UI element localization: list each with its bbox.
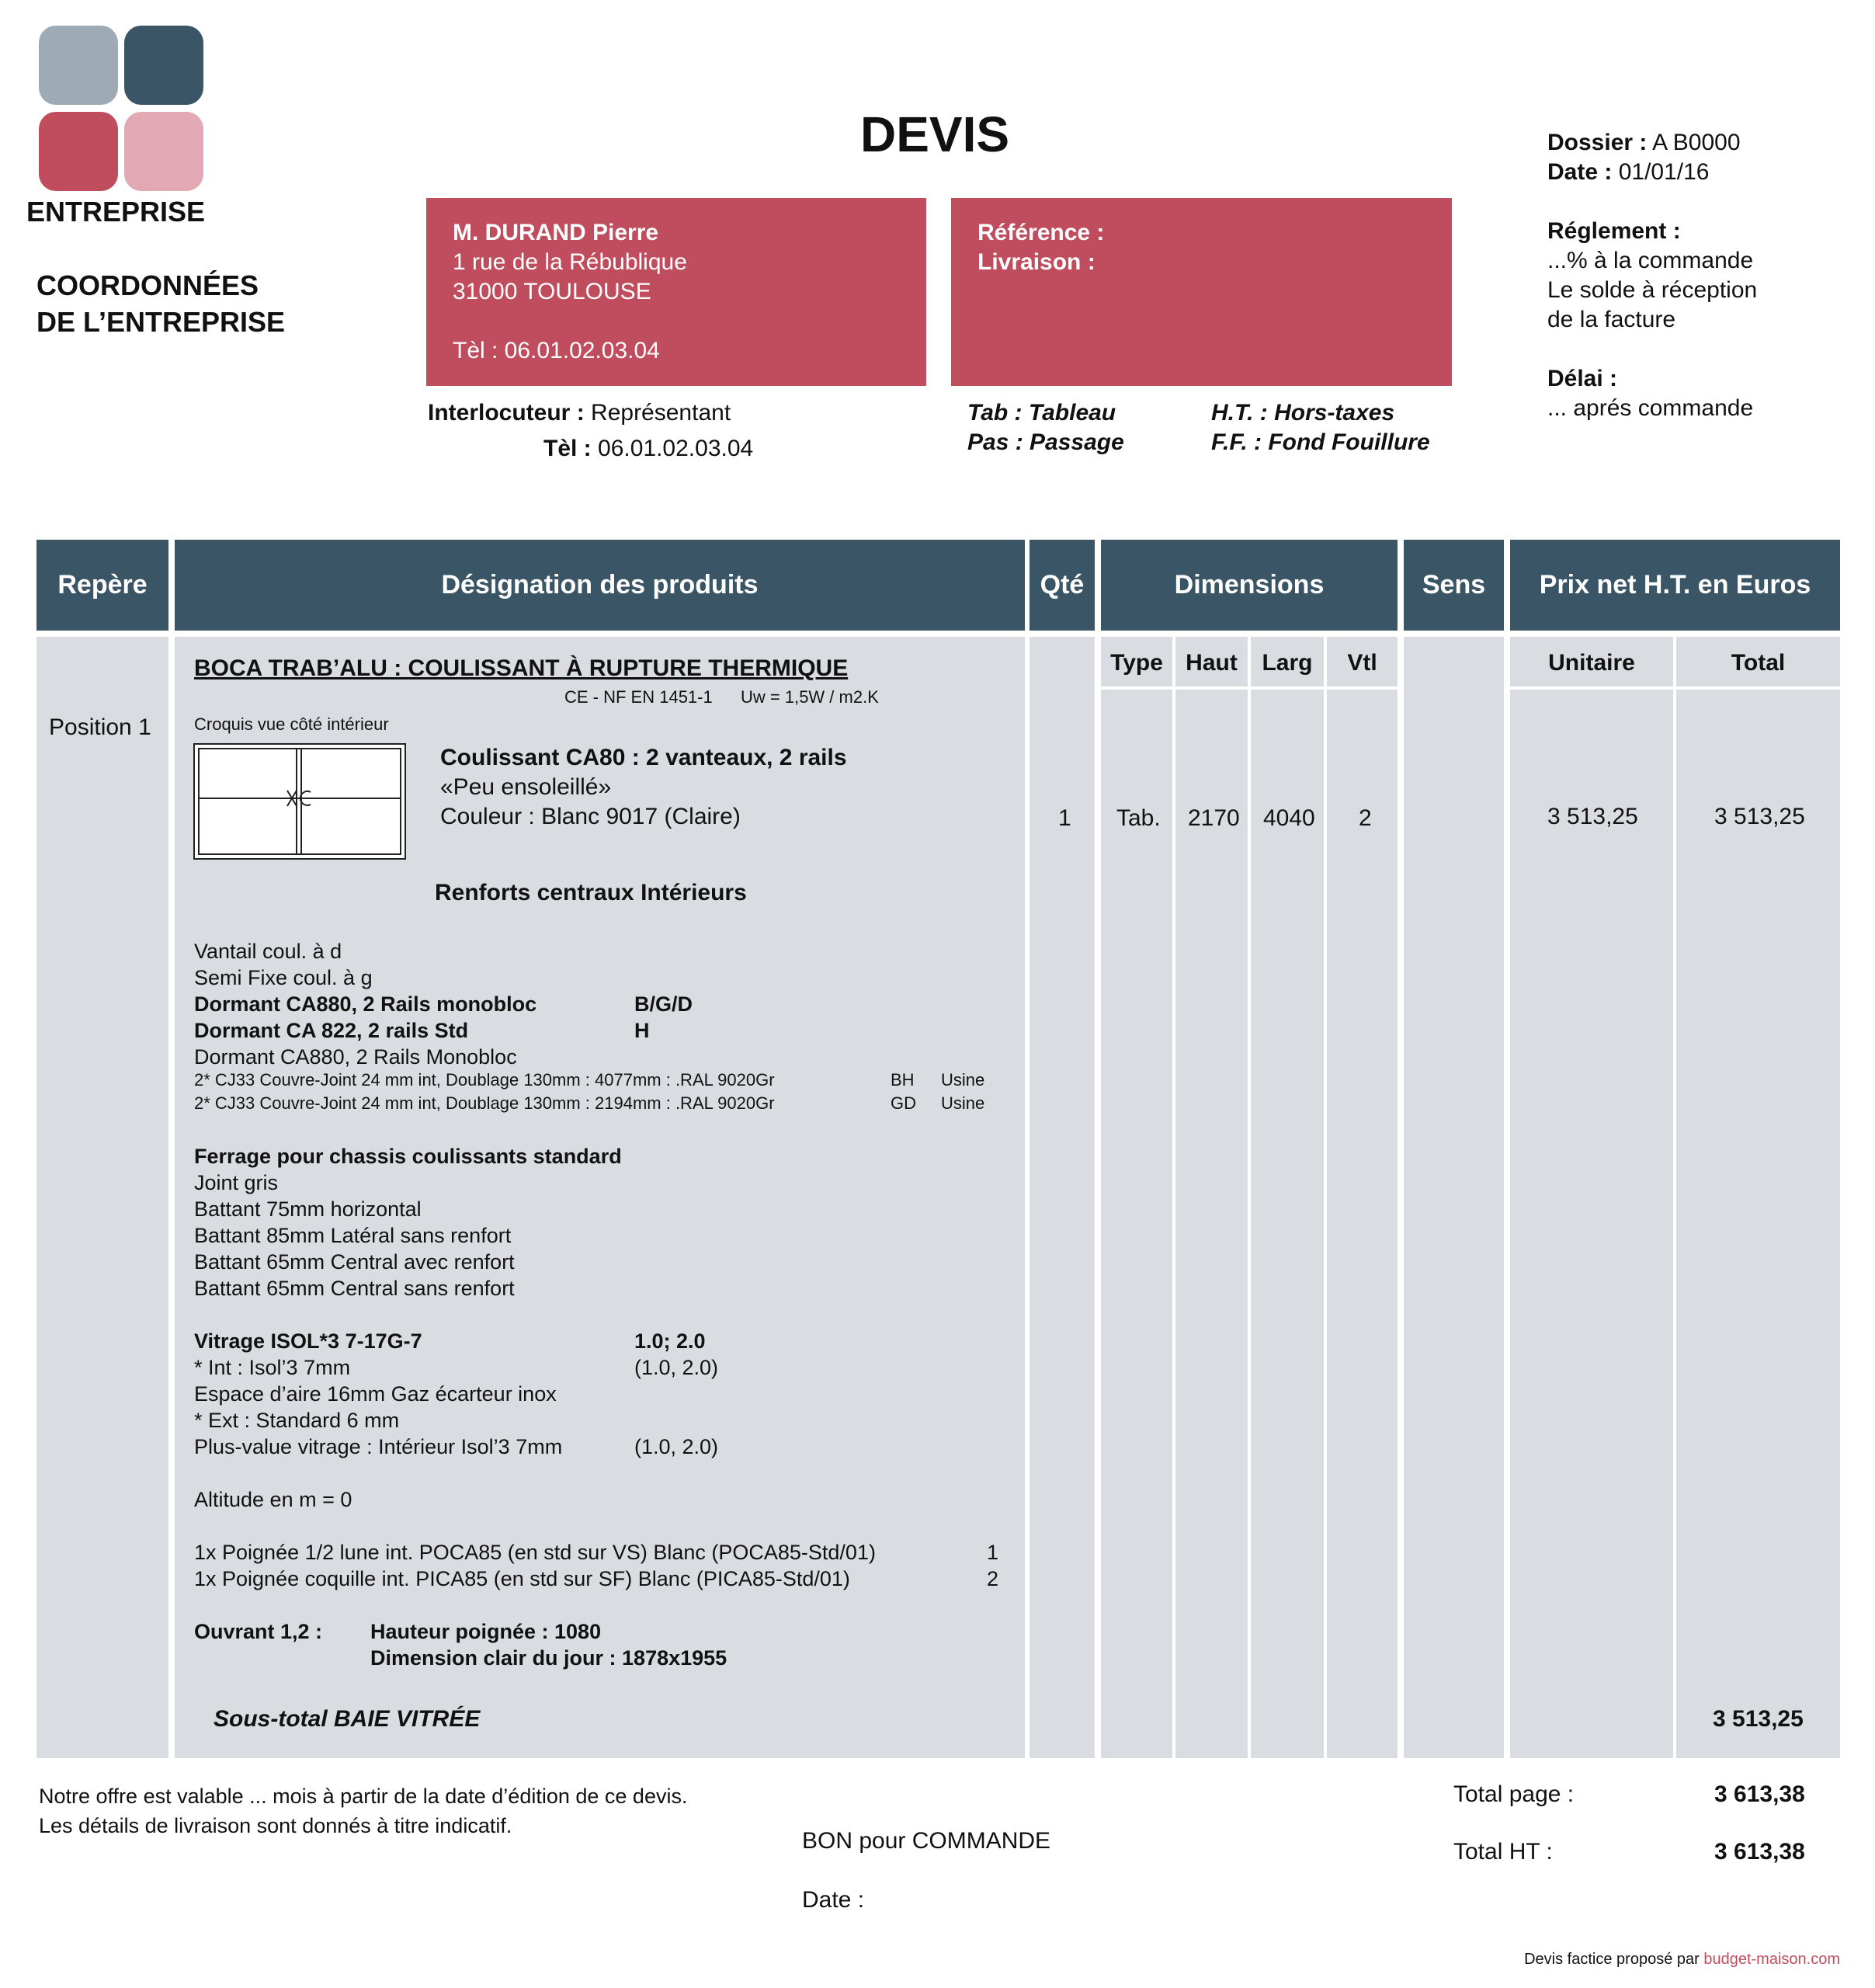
date-value: 01/01/16	[1618, 159, 1710, 185]
interlocuteur	[428, 398, 731, 428]
legend-tab: Tab : Tableau	[967, 400, 1116, 426]
quote-meta	[1547, 128, 1757, 423]
logo-square-1	[39, 26, 118, 105]
reference-label: Référence :	[977, 220, 1105, 245]
header-repere: Repère	[36, 540, 168, 631]
subtotal-label: Sous-total BAIE VITRÉE	[214, 1706, 481, 1732]
logo-square-4	[124, 112, 203, 191]
subtotal-value: 3 513,25	[1713, 1706, 1804, 1732]
client-address1: 1 rue de la Rébublique	[453, 249, 687, 275]
ouvrant-line-2: Dimension clair du jour : 1878x1955	[370, 1646, 727, 1670]
header-qte: Qté	[1030, 540, 1095, 631]
detail-line-2: Semi Fixe coul. à g	[194, 966, 373, 989]
dossier	[1547, 128, 1757, 158]
legend-ff: F.F. : Fond Fouillure	[1211, 429, 1430, 455]
vitrage-line-1: * Int : Isol’3 7mm	[194, 1356, 351, 1379]
row-haut: 2170	[1188, 805, 1240, 831]
interlocuteur-label: Interlocuteur :	[428, 400, 585, 426]
vitrage-line-4: Plus-value vitrage : Intérieur Isol’3 7mm	[194, 1435, 563, 1458]
interlocuteur-tel-label: Tèl :	[543, 436, 592, 461]
ouvrant-label: Ouvrant 1,2 :	[194, 1620, 323, 1643]
detail-line-4-side: H	[634, 1019, 650, 1042]
offer-note-line2: Les détails de livraison sont donnés à titre indicatif.	[39, 1814, 512, 1837]
detail-line-3: Dormant CA880, 2 Rails monobloc	[194, 992, 537, 1016]
reglement-line1: ...% à la commande	[1547, 248, 1754, 273]
legend-ht: H.T. : Hors-taxes	[1211, 400, 1395, 426]
divider-larg-vtl	[1324, 637, 1327, 1758]
livraison-label: Livraison :	[977, 249, 1095, 275]
interlocuteur-tel-value: 06.01.02.03.04	[598, 436, 754, 461]
dossier-label: Dossier :	[1547, 130, 1648, 155]
client-name: M. DURAND Pierre	[453, 220, 659, 245]
row-qte: 1	[1058, 805, 1071, 831]
offer-note	[39, 1781, 687, 1840]
row-unitaire: 3 513,25	[1547, 804, 1638, 829]
sketch-frame-inner	[199, 749, 401, 854]
row-vtl: 2	[1359, 805, 1372, 831]
interlocuteur-phone	[543, 434, 753, 464]
date-label: Date :	[1547, 159, 1613, 185]
vitrage-title: Vitrage ISOL*3 7-17G-7	[194, 1329, 422, 1353]
altitude: Altitude en m = 0	[194, 1488, 352, 1511]
detail-line-4: Dormant CA 822, 2 rails Std	[194, 1019, 469, 1042]
subheader-type: Type	[1101, 637, 1172, 690]
divider-type-haut	[1172, 637, 1175, 1758]
ferrage-line-5: Battant 65mm Central sans renfort	[194, 1277, 515, 1300]
renforts: Renforts centraux Intérieurs	[435, 880, 747, 905]
subheader-larg: Larg	[1251, 637, 1324, 690]
company-name: ENTREPRISE	[26, 196, 206, 228]
vitrage-line-1-side: (1.0, 2.0)	[634, 1356, 719, 1379]
reglement-line3: de la facture	[1547, 307, 1676, 332]
subheader-vtl: Vtl	[1327, 637, 1398, 690]
credit-link[interactable]: budget-maison.com	[1703, 1951, 1840, 1968]
col-sens	[1404, 637, 1504, 1758]
sketch-label: Croquis vue côté intérieur	[194, 714, 389, 734]
product-desc-title: Coulissant CA80 : 2 vanteaux, 2 rails	[440, 745, 847, 770]
detail-line-3-side: B/G/D	[634, 992, 693, 1016]
ferrage-line-2: Battant 75mm horizontal	[194, 1197, 422, 1221]
product-desc-line3: Couleur : Blanc 9017 (Claire)	[440, 804, 741, 829]
reglement-label: Réglement :	[1547, 218, 1681, 244]
subheader-unitaire: Unitaire	[1510, 637, 1673, 690]
reference-box	[951, 198, 1452, 386]
poignee-line-2: 1x Poignée coquille int. PICA85 (en std sur SF) Blanc (PICA85-Std/01)	[194, 1567, 850, 1590]
commande-date-label: Date :	[802, 1887, 865, 1913]
logo-square-3	[39, 112, 118, 191]
company-coords	[36, 267, 285, 340]
total-page-value: 3 613,38	[1714, 1781, 1805, 1807]
vitrage-line-3: * Ext : Standard 6 mm	[194, 1409, 400, 1432]
header-sens: Sens	[1404, 540, 1504, 631]
vitrage-line-2: Espace d’aire 16mm Gaz écarteur inox	[194, 1382, 557, 1406]
detail-line-6: 2* CJ33 Couvre-Joint 24 mm int, Doublage 130mm : 4077mm : .RAL 9020Gr	[194, 1070, 775, 1090]
detail-line-5: Dormant CA880, 2 Rails Monobloc	[194, 1045, 517, 1069]
credit-text: Devis factice proposé par	[1524, 1951, 1700, 1968]
header-dimensions: Dimensions	[1101, 540, 1398, 631]
detail-line-7: 2* CJ33 Couvre-Joint 24 mm int, Doublage 130mm : 2194mm : .RAL 9020Gr	[194, 1093, 775, 1113]
poignee-line-1-qty: 1	[987, 1541, 999, 1564]
detail-line-7-place: Usine	[941, 1093, 985, 1113]
offer-note-line1: Notre offre est valable ... mois à partir de la date d’édition de ce devis.	[39, 1785, 688, 1808]
row-type: Tab.	[1116, 805, 1161, 831]
row-total: 3 513,25	[1714, 804, 1805, 829]
client-address2: 31000 TOULOUSE	[453, 279, 651, 304]
company-coords-line2: DE L’ENTREPRISE	[36, 306, 286, 338]
product-desc-line2: «Peu ensoleillé»	[440, 774, 612, 800]
page-title: DEVIS	[860, 106, 1010, 162]
client-box	[426, 198, 926, 386]
delai-label: Délai :	[1547, 366, 1618, 391]
subheader-haut: Haut	[1175, 637, 1248, 690]
date	[1547, 158, 1757, 187]
interlocuteur-value: Représentant	[591, 400, 731, 426]
logo-square-2	[124, 26, 203, 105]
detail-line-6-place: Usine	[941, 1070, 985, 1090]
credit	[1524, 1951, 1840, 1969]
product-uw: Uw = 1,5W / m2.K	[741, 687, 879, 707]
detail-line-1: Vantail coul. à d	[194, 940, 342, 963]
total-ht-value: 3 613,38	[1714, 1839, 1805, 1865]
row-larg: 4040	[1263, 805, 1315, 831]
divider-haut-larg	[1248, 637, 1251, 1758]
product-desc	[440, 743, 847, 832]
header-prix: Prix net H.T. en Euros	[1510, 540, 1840, 631]
ferrage-line-3: Battant 85mm Latéral sans renfort	[194, 1224, 512, 1247]
header-designation: Désignation des produits	[175, 540, 1025, 631]
ferrage-line-4: Battant 65mm Central avec renfort	[194, 1250, 515, 1274]
client-phone: Tèl : 06.01.02.03.04	[453, 338, 660, 363]
col-repere	[36, 637, 168, 1758]
row-repere: Position 1	[49, 714, 151, 740]
detail-line-6-code: BH	[891, 1070, 915, 1090]
vitrage-title-side: 1.0; 2.0	[634, 1329, 706, 1353]
ferrage-line-1: Joint gris	[194, 1171, 279, 1194]
product-title: BOCA TRAB’ALU : COULISSANT À RUPTURE THERMIQUE	[194, 655, 849, 681]
legend-pas: Pas : Passage	[967, 429, 1124, 455]
window-sketch	[193, 742, 407, 860]
vitrage-line-4-side: (1.0, 2.0)	[634, 1435, 719, 1458]
reglement-line2: Le solde à réception	[1547, 277, 1758, 303]
company-coords-line1: COORDONNÉES	[36, 269, 259, 301]
bon-pour-commande: BON pour COMMANDE	[802, 1828, 1051, 1854]
total-ht-label: Total HT :	[1453, 1839, 1553, 1865]
poignee-line-1: 1x Poignée 1/2 lune int. POCA85 (en std sur VS) Blanc (POCA85-Std/01)	[194, 1541, 876, 1564]
delai-value: ... aprés commande	[1547, 395, 1754, 421]
ferrage-title: Ferrage pour chassis coulissants standard	[194, 1145, 622, 1168]
ouvrant-line-1: Hauteur poignée : 1080	[370, 1620, 602, 1643]
total-page-label: Total page :	[1453, 1781, 1575, 1807]
poignee-line-2-qty: 2	[987, 1567, 999, 1590]
dossier-value: A B0000	[1652, 130, 1741, 155]
product-norm: CE - NF EN 1451-1	[564, 687, 713, 707]
divider-unitaire-total	[1673, 637, 1676, 1758]
subheader-total: Total	[1676, 637, 1840, 690]
detail-line-7-code: GD	[891, 1093, 916, 1113]
